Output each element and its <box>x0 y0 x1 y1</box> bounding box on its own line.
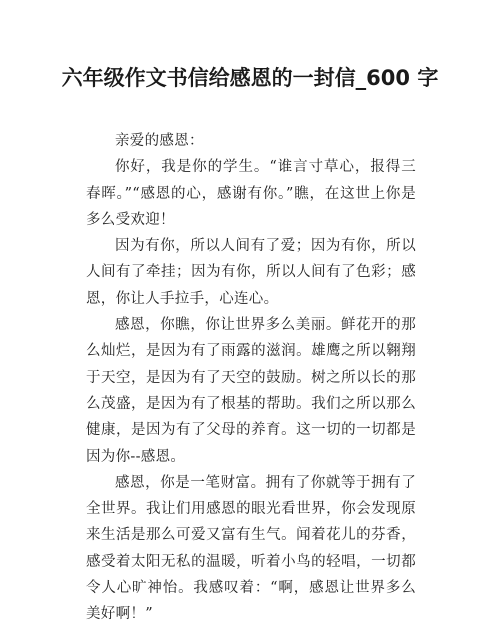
letter-salutation: 亲爱的感恩： <box>115 133 204 149</box>
document-title: 六年级作文书信给感恩的一封信_600 字 <box>61 66 439 90</box>
letter-body <box>86 128 416 628</box>
letter-paragraph: 感恩，你是一笔财富。拥有了你就等于拥有了全世界。我让们用感恩的眼光看世界，你会发现原来生活是那么可爱又富有生气。闻着花儿的芬香，感受着太阳无私的温暖，听着小鸟的轻唱，一切都令人心旷神怡。我感叹着：“啊，感恩让世界多么美好啊！” <box>86 474 416 623</box>
letter-paragraph: 因为有你，所以人间有了爱；因为有你，所以人间有了牵挂；因为有你，所以人间有了色彩；感恩，你让人手拉手，心连心。 <box>86 238 416 307</box>
letter-paragraph: 你好，我是你的学生。“谁言寸草心，报得三春晖。”“感恩的心，感谢有你。”瞧，在这世上你是多么受欢迎！ <box>86 159 416 228</box>
letter-paragraph: 感恩，你瞧，你让世界多么美丽。鲜花开的那么灿烂，是因为有了雨露的滋润。雄鹰之所以翱翔于天空，是因为有了天空的鼓励。树之所以长的那么茂盛，是因为有了根基的帮助。我们之所以那么健康，是因为有了父母的养育。这一切的一切都是因为你--感恩。 <box>86 317 416 465</box>
